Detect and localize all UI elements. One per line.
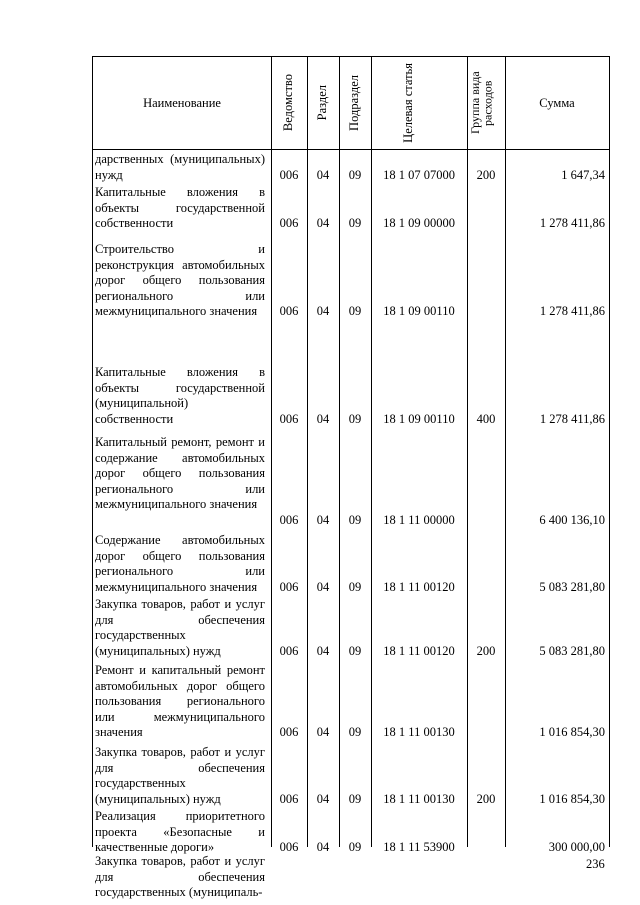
row-razdel: 04	[316, 411, 330, 426]
row-vedomstvo: 006	[279, 725, 299, 740]
row-summa: 1 278 411,86	[539, 411, 605, 426]
row-podrazdel: 09	[348, 791, 362, 806]
row-gruppa: 200	[476, 791, 496, 806]
row-vedomstvo: 006	[279, 216, 299, 231]
row-razdel: 04	[316, 840, 330, 855]
row-podrazdel: 09	[348, 579, 362, 594]
row-name: Содержание автомобильных дорог общего пользования регионального или межмуниципального значения	[95, 533, 265, 594]
row-celevaya: 18 1 11 00120	[383, 643, 455, 658]
row-name: Реализация приоритетного проекта «Безопасные и качественные дороги»	[95, 809, 265, 855]
header-podrazdel: Подраздел	[347, 75, 362, 131]
row-name: Закупка товаров, работ и услуг для обеспечения государственных (муниципальных) нужд	[95, 597, 265, 658]
page-number: 236	[586, 857, 605, 871]
row-podrazdel: 09	[348, 216, 362, 231]
row-name: Капитальные вложения в объекты государственной собственности	[95, 185, 265, 231]
row-podrazdel: 09	[348, 725, 362, 740]
row-vedomstvo: 006	[279, 304, 299, 319]
row-summa: 5 083 281,80	[539, 579, 605, 594]
row-podrazdel: 09	[348, 411, 362, 426]
row-celevaya: 18 1 11 53900	[383, 840, 455, 855]
header-gruppa: Группа вида расходов	[468, 71, 495, 135]
row-vedomstvo: 006	[279, 579, 299, 594]
row-gruppa: 400	[476, 411, 496, 426]
header-celevaya: Целевая статья	[401, 63, 415, 143]
row-summa: 1 278 411,86	[539, 304, 605, 319]
row-summa: 5 083 281,80	[539, 643, 605, 658]
row-name: Капитальные вложения в объекты государственной (муниципальной) собственности	[95, 365, 265, 426]
row-summa: 1 016 854,30	[539, 725, 605, 740]
row-name: Капитальный ремонт, ремонт и содержание автомобильных дорог общего пользования регионального или межмуниципального значения	[95, 435, 265, 512]
row-podrazdel: 09	[348, 840, 362, 855]
row-podrazdel: 09	[348, 304, 362, 319]
header-name: Наименование	[143, 95, 221, 110]
row-gruppa: 200	[476, 167, 496, 182]
row-name: дарственных (муниципальных) нужд	[95, 152, 265, 182]
row-summa: 300 000,00	[548, 840, 605, 855]
row-name: Ремонт и капитальный ремонт автомобильных дорог общего пользования регионального или межмуниципального значения	[95, 663, 265, 740]
row-gruppa: 200	[476, 643, 496, 658]
row-razdel: 04	[316, 216, 330, 231]
header-summa: Сумма	[539, 95, 575, 110]
row-razdel: 04	[316, 725, 330, 740]
row-razdel: 04	[316, 791, 330, 806]
row-summa: 6 400 136,10	[539, 513, 605, 527]
row-razdel: 04	[316, 579, 330, 594]
row-celevaya: 18 1 11 00130	[383, 725, 455, 740]
row-vedomstvo: 006	[279, 513, 299, 527]
row-name: Закупка товаров, работ и услуг для обеспечения государственных (муниципаль-	[95, 854, 265, 900]
row-summa: 1 647,34	[561, 167, 605, 182]
header-vedomstvo: Ведомство	[281, 74, 296, 132]
row-vedomstvo: 006	[279, 791, 299, 806]
row-vedomstvo: 006	[279, 411, 299, 426]
row-summa: 1 016 854,30	[539, 791, 605, 806]
row-celevaya: 18 1 09 00000	[383, 216, 455, 231]
row-podrazdel: 09	[348, 643, 362, 658]
row-celevaya: 18 1 09 00110	[383, 411, 455, 426]
row-celevaya: 18 1 11 00120	[383, 579, 455, 594]
row-celevaya: 18 1 11 00130	[383, 791, 455, 806]
row-podrazdel: 09	[348, 513, 362, 527]
row-razdel: 04	[316, 167, 330, 182]
row-celevaya: 18 1 07 07000	[383, 167, 455, 182]
row-vedomstvo: 006	[279, 643, 299, 658]
row-podrazdel: 09	[348, 167, 362, 182]
row-name: Закупка товаров, работ и услуг для обеспечения государственных (муниципальных) нужд	[95, 745, 265, 806]
row-celevaya: 18 1 11 00000	[383, 513, 455, 527]
row-vedomstvo: 006	[279, 167, 299, 182]
row-razdel: 04	[316, 643, 330, 658]
row-summa: 1 278 411,86	[539, 216, 605, 231]
header-divider	[93, 149, 609, 150]
row-celevaya: 18 1 09 00110	[383, 304, 455, 319]
header-razdel: Раздел	[315, 85, 330, 121]
row-vedomstvo: 006	[279, 840, 299, 855]
row-razdel: 04	[316, 304, 330, 319]
row-razdel: 04	[316, 513, 330, 527]
row-name: Строительство и реконструкция автомобильных дорог общего пользования регионального или межмуниципального значения	[95, 242, 265, 319]
